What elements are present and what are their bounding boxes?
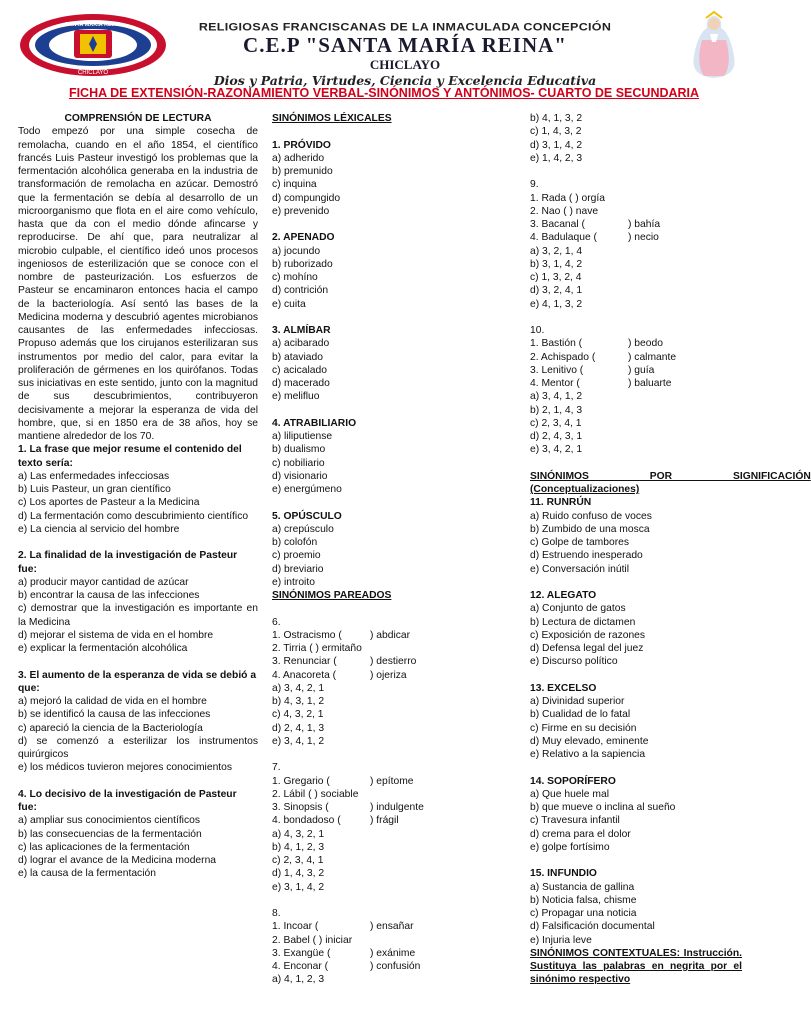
- pair-right: ) beodo: [628, 338, 663, 350]
- pair-row: [272, 801, 512, 814]
- pair-right: ) ojeriza: [370, 669, 407, 681]
- answer-option: c) acicalado: [272, 364, 327, 376]
- school-name: C.E.P "SANTA MARÍA REINA": [243, 33, 567, 57]
- section-subheading: (Conceptualizaciones): [530, 484, 640, 495]
- pair-row: [530, 337, 742, 350]
- question: 1. La frase que mejor resume el contenido del texto sería:: [18, 444, 242, 469]
- answer-option: b) ataviado: [272, 351, 323, 363]
- reading-comprehension-column: [18, 112, 258, 881]
- pair-right: ) bahía: [628, 219, 661, 230]
- pair-right: ) abdicar: [370, 629, 411, 641]
- answer-option: a) liliputiense: [272, 431, 333, 442]
- answer-option: c) 4, 3, 2, 1: [272, 709, 324, 721]
- answer-option: c) Propagar una noticia: [530, 908, 637, 919]
- question: 1. PRÓVIDO: [272, 139, 331, 151]
- answer-option: c) mohíno: [272, 272, 318, 283]
- school-logo: [18, 12, 168, 78]
- answer-option: a) producir mayor cantidad de azúcar: [18, 576, 189, 588]
- question: 2. APENADO: [272, 232, 335, 244]
- answer-option: b) 4, 1, 2, 3: [272, 841, 325, 853]
- pair-left: 3. Renunciar (: [272, 656, 337, 668]
- question: 4. Lo decisivo de la investigación de Pasteur fue:: [18, 788, 237, 813]
- spacer: [272, 125, 512, 138]
- answer-option: d) Muy elevado, eminente: [530, 735, 649, 747]
- answer-option: d) crema para el dolor: [530, 828, 631, 840]
- spacer: [272, 748, 512, 761]
- pair-row: [272, 642, 512, 655]
- pair-right: ) guía: [628, 364, 655, 376]
- pair-left: 4. Enconar (: [272, 961, 329, 972]
- question-number: 8.: [272, 908, 281, 919]
- spacer: [530, 576, 742, 589]
- pair-row: [272, 947, 512, 960]
- answer-option: e) 3, 4, 1, 2: [272, 735, 325, 747]
- pair-right: ) confusión: [370, 961, 421, 972]
- answer-option: a) 3, 2, 1, 4: [530, 245, 583, 257]
- school-motto: Dios y Patria, Virtudes, Ciencia y Excelencia Educativa: [213, 73, 597, 88]
- spacer: [272, 218, 512, 231]
- answer-option: b) dualismo: [272, 444, 326, 456]
- spacer: [272, 496, 512, 509]
- answer-option: b) colofón: [272, 537, 318, 548]
- question-number: 10.: [530, 325, 545, 336]
- pair-right: ) calmante: [628, 351, 677, 363]
- pair-row: [530, 364, 742, 377]
- section-heading: SINÓNIMOS CONTEXTUALES: Instrucción. Sustituya las palabras en negrita por el sinónimo respectivo: [530, 947, 742, 986]
- pair-left: 2. Achispado (: [530, 351, 596, 363]
- answer-option: d) macerado: [272, 378, 330, 389]
- answer-option: b) las consecuencias de la fermentación: [18, 828, 202, 840]
- pair-row: [272, 920, 512, 933]
- pair-left: 3. Lenitivo (: [530, 364, 584, 376]
- question: 12. ALEGATO: [530, 590, 597, 601]
- answer-option: a) mejoró la calidad de vida en el hombre: [18, 696, 207, 707]
- pair-left: 1. Ostracismo (: [272, 629, 342, 641]
- pair-left: 2. Tirria ( ) ermitaño: [272, 643, 362, 654]
- spacer: [18, 775, 258, 788]
- pair-right: ) indulgente: [370, 802, 424, 813]
- pair-row: [272, 669, 512, 682]
- answer-option: c) 2, 3, 4, 1: [272, 855, 324, 866]
- answer-option: e) Discurso político: [530, 656, 618, 668]
- answer-option: b) 4, 1, 3, 2: [530, 113, 583, 124]
- answer-option: d) se comenzó a esterilizar los instrumentos quirúrgicos: [18, 735, 258, 760]
- answer-option: d) lograr el avance de la Medicina moderna: [18, 855, 217, 866]
- spacer: [272, 894, 512, 907]
- pair-row: [272, 775, 512, 788]
- pair-left: 4. Anacoreta (: [272, 669, 337, 681]
- answer-option: d) mejorar el sistema de vida en el hombre: [18, 629, 214, 641]
- spacer: [18, 655, 258, 668]
- pair-row: [272, 934, 512, 947]
- answer-option: d) contrición: [272, 285, 329, 297]
- logo-city-text: CHICLAYO: [77, 70, 109, 76]
- answer-option: a) acibarado: [272, 338, 330, 350]
- answer-option: c) Exposición de razones: [530, 629, 646, 641]
- pair-left: 4. bondadoso (: [272, 815, 341, 827]
- question: 11. RUNRÚN: [530, 497, 592, 509]
- answer-option: e) 4, 1, 3, 2: [530, 298, 583, 310]
- answer-option: c) demostrar que la investigación es importante en la Medicina: [18, 603, 258, 628]
- pair-left: 3. Exangüe (: [272, 947, 331, 959]
- answer-option: a) Que huele mal: [530, 788, 609, 800]
- answer-option: a) 4, 3, 2, 1: [272, 828, 325, 840]
- pair-row: [272, 960, 512, 973]
- answer-option: e) La ciencia al servicio del hombre: [18, 523, 180, 535]
- answer-option: d) Falsificación documental: [530, 921, 655, 933]
- pair-row: [272, 629, 512, 642]
- answer-option: a) Ruido confuso de voces: [530, 510, 652, 522]
- question-number: 9.: [530, 179, 539, 191]
- pair-right: ) epítome: [370, 775, 414, 787]
- pair-right: ) exánime: [370, 947, 416, 959]
- pair-left: 1. Gregario (: [272, 775, 330, 787]
- answer-option: c) Travesura infantil: [530, 815, 620, 827]
- pair-row: [272, 655, 512, 668]
- answer-option: b) Luis Pasteur, un gran científico: [18, 484, 171, 495]
- pair-left: 3. Sinopsis (: [272, 802, 329, 813]
- pair-row: [530, 192, 742, 205]
- pair-left: 3. Bacanal (: [530, 219, 585, 230]
- pair-left: 2. Babel ( ) iniciar: [272, 934, 353, 946]
- answer-option: d) 2, 4, 3, 1: [530, 431, 583, 442]
- section-heading: SINÓNIMOS LÉXICALES: [272, 113, 392, 124]
- spacer: [272, 311, 512, 324]
- answer-option: d) 2, 4, 1, 3: [272, 722, 325, 734]
- answer-option: a) jocundo: [272, 245, 321, 257]
- pair-row: [530, 205, 742, 218]
- answer-option: c) las aplicaciones de la fermentación: [18, 841, 190, 853]
- spacer: [530, 669, 742, 682]
- answer-option: b) encontrar la causa de las infecciones: [18, 590, 200, 601]
- question: 3. ALMÍBAR: [272, 325, 331, 336]
- answer-option: b) ruborizado: [272, 258, 333, 270]
- answer-option: a) Conjunto de gatos: [530, 603, 626, 615]
- pair-right: ) necio: [628, 232, 659, 244]
- answer-option: c) 2, 3, 4, 1: [530, 417, 582, 429]
- answer-option: e) 1, 4, 2, 3: [530, 152, 583, 164]
- pair-left: 4. Mentor (: [530, 378, 580, 389]
- section-heading: COMPRENSIÓN DE LECTURA: [64, 113, 212, 124]
- spacer: [530, 854, 742, 867]
- page-title: FICHA DE EXTENSIÓN-RAZONAMIENTO VERBAL-SINÓNIMOS Y ANTÓNIMOS- CUARTO DE SECUNDARIA: [68, 86, 700, 100]
- school-city: CHICLAYO: [369, 57, 441, 72]
- answer-option: a) ampliar sus conocimientos científicos: [18, 815, 200, 827]
- answer-option: c) 1, 3, 2, 4: [530, 272, 582, 283]
- pair-row: [530, 351, 742, 364]
- answer-option: a) Sustancia de gallina: [530, 881, 635, 893]
- pair-right: ) baluarte: [628, 378, 672, 389]
- answer-option: c) 1, 4, 3, 2: [530, 126, 582, 138]
- question: 2. La finalidad de la investigación de Pasteur fue:: [18, 550, 238, 575]
- answer-option: e) la causa de la fermentación: [18, 868, 156, 880]
- logo-name-text: SANTA MARÍA REINA: [64, 22, 122, 28]
- spacer: [272, 404, 512, 417]
- answer-option: d) 3, 1, 4, 2: [530, 139, 583, 151]
- answer-option: d) visionario: [272, 470, 328, 482]
- pair-row: [272, 788, 512, 801]
- spacer: [530, 311, 742, 324]
- question: 3. El aumento de la esperanza de vida se debió a que:: [18, 669, 257, 694]
- answer-option: b) 4, 3, 1, 2: [272, 696, 325, 707]
- answer-option: d) La fermentación como descubrimiento científico: [18, 510, 249, 522]
- answer-option: a) 3, 4, 2, 1: [272, 682, 325, 694]
- synonyms-column: [272, 112, 512, 987]
- pair-left: 1. Incoar (: [272, 921, 319, 933]
- answer-option: e) Injuria leve: [530, 934, 592, 946]
- answer-option: c) proemio: [272, 550, 321, 562]
- answer-option: b) premunido: [272, 166, 333, 177]
- reading-passage: Todo empezó por una simple cosecha de remolacha, cuando en el año 1854, el científico francés Luis Pasteur investigó los problemas que la fermentación alcohólica generaba en la industria de transformación de remolacha en azúcar. Demostró que la fermentación se debía al desarrollo de un microorganismo que flota en el aire como vehículo, hasta que da con el medio dónde afincarse y reproducirse. De ahí que, para neutralizar al microbio culpable, el científico ideó unos procesos ingeniosos de esterilización que se conoce con el nombre de pasteurización. Los esfuerzos de Pasteur se encaminaron entonces hacia el campo de la bacteriología. Así sentó las bases de la Medicina moderna y descubrió agentes microbianos causantes de las enfermedades infecciosas. Propuso además que los cirujanos esterilizaran sus instrumentos por medio del calor, para evitar la proliferación de gérmenes en los quirófanos. Todas sus iniciativas en este sentido, junto con la magnitud de sus descubrimientos, contribuyeron decisivamente a mejorar la esperanza de vida del hombre, que, si en 1850 era de 38 años, hoy se mantiene alrededor de los 70.: [18, 126, 258, 442]
- question: 4. ATRABILIARIO: [272, 417, 357, 429]
- answer-option: e) 3, 4, 2, 1: [530, 444, 583, 456]
- answer-option: c) nobiliario: [272, 457, 325, 469]
- pair-right: ) ensañar: [370, 921, 414, 933]
- pair-right: ) destierro: [370, 656, 417, 668]
- answer-option: a) Divinidad superior: [530, 696, 625, 707]
- pair-left: 1. Bastión (: [530, 338, 583, 350]
- answer-option: b) Lectura de dictamen: [530, 616, 636, 628]
- answer-option: a) adherido: [272, 152, 325, 164]
- answer-option: d) 1, 4, 3, 2: [272, 868, 325, 880]
- pair-row: [530, 218, 742, 231]
- answer-option: e) golpe fortísimo: [530, 841, 610, 853]
- congregation-name: RELIGIOSAS FRANCISCANAS DE LA INMACULADA CONCEPCIÓN: [198, 20, 612, 34]
- answer-option: c) inquina: [272, 179, 317, 191]
- pair-row: [530, 377, 742, 390]
- spacer: [18, 536, 258, 549]
- answer-option: e) los médicos tuvieron mejores conocimientos: [18, 762, 233, 774]
- answer-option: e) explicar la fermentación alcohólica: [18, 643, 188, 654]
- answer-option: e) 3, 1, 4, 2: [272, 881, 325, 893]
- answer-option: e) energúmeno: [272, 484, 342, 495]
- answer-option: d) Estruendo inesperado: [530, 550, 643, 562]
- answer-option: c) apareció la ciencia de la Bacteriología: [18, 722, 203, 734]
- answer-option: b) 2, 1, 4, 3: [530, 404, 583, 416]
- answer-option: b) 3, 1, 4, 2: [530, 258, 583, 270]
- answer-option: b) que mueve o inclina al sueño: [530, 802, 676, 813]
- section-heading: SINÓNIMOS POR SIGNIFICACIÓN: [530, 470, 811, 482]
- answer-option: a) crepúsculo: [272, 523, 334, 535]
- section-heading: SINÓNIMOS PAREADOS: [272, 590, 392, 601]
- answer-option: e) Relativo a la sapiencia: [530, 749, 646, 760]
- question-number: 6.: [272, 616, 281, 628]
- synonyms-column-right: [530, 112, 811, 987]
- answer-option: e) cuita: [272, 298, 306, 310]
- answer-option: a) Las enfermedades infecciosas: [18, 470, 170, 482]
- answer-option: c) Los aportes de Pasteur a la Medicina: [18, 497, 200, 509]
- question: 15. INFUNDIO: [530, 868, 597, 880]
- question-number: 7.: [272, 762, 281, 774]
- question: 14. SOPORÍFERO: [530, 775, 616, 787]
- answer-option: d) Defensa legal del juez: [530, 643, 644, 654]
- answer-option: d) 3, 2, 4, 1: [530, 285, 583, 297]
- virgin-mary-image: [682, 10, 746, 80]
- answer-option: d) breviario: [272, 563, 324, 575]
- pair-row: [530, 231, 742, 244]
- answer-option: d) compungido: [272, 192, 341, 204]
- page-header: [0, 0, 768, 88]
- pair-right: ) frágil: [370, 815, 399, 827]
- question: 5. OPÚSCULO: [272, 510, 342, 522]
- question: 13. EXCELSO: [530, 682, 597, 694]
- answer-option: a) 3, 4, 1, 2: [530, 391, 583, 403]
- pair-left: 4. Badulaque (: [530, 232, 597, 244]
- spacer: [530, 457, 742, 470]
- answer-option: b) Zumbido de una mosca: [530, 523, 650, 535]
- answer-option: c) Firme en su decisión: [530, 722, 637, 734]
- answer-option: b) se identificó la causa de las infecciones: [18, 709, 211, 721]
- pair-left: 2. Nao ( ) nave: [530, 205, 599, 217]
- answer-option: e) melifluo: [272, 391, 320, 403]
- pair-left: 1. Rada ( ) orgía: [530, 192, 605, 204]
- answer-option: e) prevenido: [272, 205, 330, 217]
- pair-left: 2. Lábil ( ) sociable: [272, 788, 359, 800]
- answer-option: b) Noticia falsa, chisme: [530, 894, 637, 906]
- pair-row: [272, 814, 512, 827]
- spacer: [530, 761, 742, 774]
- answer-option: b) Cualidad de lo fatal: [530, 709, 631, 721]
- answer-option: a) 4, 1, 2, 3: [272, 974, 325, 986]
- answer-option: c) Golpe de tambores: [530, 537, 630, 548]
- answer-option: e) Conversación inútil: [530, 563, 630, 575]
- answer-option: e) introito: [272, 576, 315, 588]
